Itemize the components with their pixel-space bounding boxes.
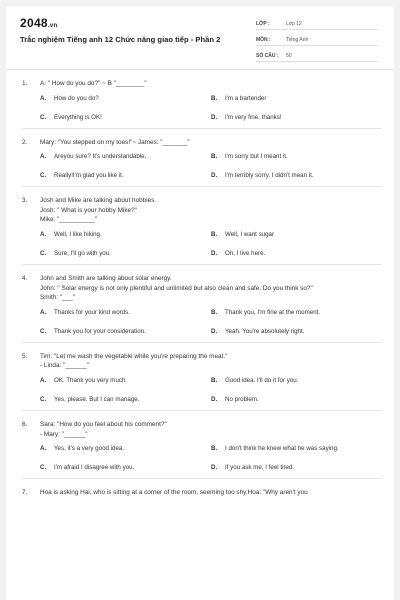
question-number: 1.	[22, 80, 28, 87]
question-number: 6.	[22, 420, 28, 428]
answer-option[interactable]	[40, 231, 211, 239]
question-text: Sara: "How do you feel about his comment?"	[40, 420, 167, 428]
option-text: Good idea. I'll do it for you.	[225, 376, 299, 384]
option-letter: A.	[40, 308, 47, 316]
option-letter: B.	[211, 153, 218, 161]
answer-option[interactable]	[40, 114, 211, 122]
option-text: Yes, it's a very good idea.	[54, 445, 125, 453]
question-line: Mike: "__________"	[40, 216, 98, 224]
option-letter: D.	[211, 327, 218, 335]
option-text: If you ask me, I feel tired.	[225, 464, 295, 472]
option-text: Areyou sure? It's understandable.	[54, 153, 147, 161]
option-letter: D.	[211, 172, 218, 180]
answer-options	[22, 309, 382, 336]
answer-option[interactable]	[40, 328, 211, 336]
answer-options	[22, 231, 382, 258]
question-text: A: " How do you do?" ~ B "________"	[40, 80, 147, 87]
option-letter: C.	[40, 249, 47, 257]
option-text: Well, I like hiking.	[54, 230, 102, 238]
question-stem	[22, 196, 382, 206]
question-item	[22, 411, 382, 479]
answer-option[interactable]	[40, 172, 211, 180]
option-letter: D.	[211, 113, 218, 121]
answer-options	[22, 445, 382, 472]
meta-row	[256, 49, 378, 62]
worksheet-header	[6, 6, 394, 70]
option-text: I don't think he knew what he was saying.	[225, 445, 339, 453]
answer-option[interactable]	[211, 464, 382, 472]
option-letter: C.	[40, 113, 47, 121]
answer-option[interactable]	[211, 231, 382, 239]
answer-options	[22, 377, 382, 404]
option-letter: A.	[40, 376, 47, 384]
question-number: 7.	[22, 489, 28, 497]
question-text: Mary: "You stepped on my toes!"~ James: "_______"	[40, 138, 190, 146]
worksheet-meta	[256, 17, 378, 65]
question-stem	[22, 138, 382, 148]
option-letter: A.	[40, 153, 47, 161]
option-text: How do you do?	[54, 94, 99, 102]
option-letter: B.	[211, 230, 218, 238]
meta-value: 50	[286, 53, 292, 59]
meta-key: MÔN :	[256, 37, 271, 43]
worksheet-page	[6, 6, 394, 600]
option-letter: B.	[211, 308, 218, 316]
answer-option[interactable]	[211, 328, 382, 336]
option-text: Yes, please. But I can manage.	[54, 395, 140, 403]
option-letter: B.	[211, 94, 218, 102]
question-item	[22, 187, 382, 265]
meta-key: LỚP :	[256, 21, 270, 27]
option-letter: A.	[40, 445, 47, 453]
answer-option[interactable]	[211, 153, 382, 161]
meta-row	[256, 17, 378, 30]
answer-option[interactable]	[40, 464, 211, 472]
option-text: Yeah. You're absolutely right.	[225, 327, 305, 335]
question-stem	[22, 488, 382, 498]
option-text: I'm sorry but I meant it.	[225, 153, 288, 161]
answer-option[interactable]	[211, 250, 382, 258]
question-number: 3.	[22, 197, 28, 205]
answer-option[interactable]	[40, 396, 211, 404]
answer-option[interactable]	[211, 114, 382, 122]
question-text: Hoa is asking Hai, who is sitting at a corner of the room, seeming too shy.Hoa: "Why aren't you	[40, 489, 308, 497]
option-text: I'm a bartender	[225, 94, 267, 102]
question-line: Smith: "___"	[40, 294, 76, 302]
answer-option[interactable]	[40, 377, 211, 385]
question-stem	[22, 420, 382, 430]
question-number: 2.	[22, 138, 28, 146]
worksheet-title: Trắc nghiệm Tiếng anh 12 Chức năng giao tiếp - Phần 2	[20, 35, 221, 44]
question-number: 4.	[22, 274, 28, 282]
option-letter: C.	[40, 464, 47, 472]
question-stem	[22, 352, 382, 362]
meta-value: Lớp 12	[286, 21, 302, 27]
option-letter: C.	[40, 327, 47, 335]
option-text: Thank you for your consideration.	[54, 327, 146, 335]
question-line: - Linda: "______"	[40, 362, 89, 370]
question-item	[22, 129, 382, 188]
option-letter: A.	[40, 230, 47, 238]
answer-option[interactable]	[40, 445, 211, 453]
question-line: - Mary: "______"	[40, 430, 88, 438]
option-letter: B.	[211, 445, 218, 453]
answer-option[interactable]	[211, 309, 382, 317]
question-stem	[22, 79, 382, 89]
answer-options	[22, 95, 382, 122]
answer-options	[22, 153, 382, 180]
answer-option[interactable]	[211, 172, 382, 180]
logo-main: 2048	[20, 16, 48, 30]
question-text: Tim: "Let me wash the vegetable while you're preparing the meat."	[40, 352, 228, 360]
meta-value: Tiếng Anh	[286, 37, 309, 43]
option-letter: A.	[40, 94, 47, 102]
option-text: Oh, I live here.	[225, 249, 266, 257]
option-text: I'm very fine, thanks!	[225, 113, 282, 121]
option-letter: B.	[211, 376, 218, 384]
option-text: Everything is OK!	[54, 113, 102, 121]
question-item	[22, 343, 382, 411]
question-number: 5.	[22, 352, 28, 360]
question-line: Josh: " What is your hobby Mike?"	[40, 206, 137, 214]
option-letter: D.	[211, 395, 218, 403]
option-letter: D.	[211, 249, 218, 257]
question-item	[22, 70, 382, 129]
option-text: I'm afraid I disagree with you.	[54, 464, 135, 472]
question-line: John: " Solar energy is not only plentiful and unlimited but also clean and safe. Do you think so?"	[40, 284, 313, 292]
meta-row	[256, 33, 378, 46]
option-text: OK. Thank you very much.	[54, 376, 128, 384]
option-text: Well, I want sugar	[225, 230, 275, 238]
answer-option[interactable]	[211, 377, 382, 385]
option-text: I'm terribly sorry. I didn't mean it.	[225, 172, 314, 180]
answer-option[interactable]	[211, 95, 382, 103]
option-letter: C.	[40, 172, 47, 180]
option-text: No problem.	[225, 395, 259, 403]
option-text: Thanks for your kind words.	[54, 308, 130, 316]
question-text: John and Smith are talking about solar energy.	[40, 274, 172, 282]
question-item	[22, 265, 382, 343]
option-text: Really!I'm glad you like it.	[54, 172, 124, 180]
answer-option[interactable]	[40, 250, 211, 258]
option-text: Thank you, I'm fine at the moment.	[225, 308, 321, 316]
answer-option[interactable]	[40, 309, 211, 317]
answer-option[interactable]	[40, 95, 211, 103]
question-stem	[22, 274, 382, 284]
option-text: Sure, I'll go with you.	[54, 249, 111, 257]
answer-option[interactable]	[211, 445, 382, 453]
answer-option[interactable]	[211, 396, 382, 404]
logo-suffix: .vn	[47, 23, 58, 29]
question-text: Josh and Mike are talking about hobbies.	[40, 197, 157, 205]
question-list	[6, 70, 394, 504]
option-letter: C.	[40, 395, 47, 403]
question-item	[22, 479, 382, 504]
answer-option[interactable]	[40, 153, 211, 161]
meta-key: SỐ CÂU :	[256, 53, 279, 59]
option-letter: D.	[211, 464, 218, 472]
